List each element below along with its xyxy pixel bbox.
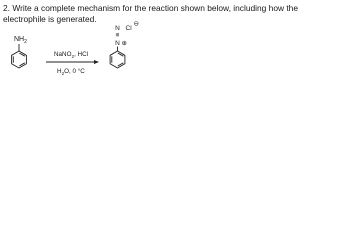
question-body: Write a complete mechanism for the reaction shown below, including how the electrophile is generated.: [3, 3, 299, 24]
reagent-below-label: $H_2O$, 0 °C: [57, 68, 85, 76]
product-terminal-nitrogen: N: [115, 25, 120, 32]
product-chloride-label: Cl: [125, 25, 132, 32]
reactant-aniline: [12, 36, 28, 68]
reaction-conditions: [46, 51, 99, 76]
product-diazonium-salt: [110, 21, 139, 69]
product-benzene-ring: [110, 51, 125, 68]
reactant-benzene-ring: [12, 51, 27, 68]
reaction-scheme: [0, 0, 350, 92]
product-charged-nitrogen: N: [115, 40, 120, 47]
reactant-amino-label: $NH_2$: [14, 36, 27, 45]
reaction-arrow-head: [94, 60, 99, 64]
product-triple-bond: ≡: [113, 32, 120, 37]
product-nitrogen-charge: ⊕: [121, 40, 127, 47]
reagent-above-label: NaNO$_2$, HCl: [54, 51, 89, 59]
question-number: 2.: [3, 3, 10, 13]
product-chloride-charge: ⊖: [133, 20, 139, 28]
